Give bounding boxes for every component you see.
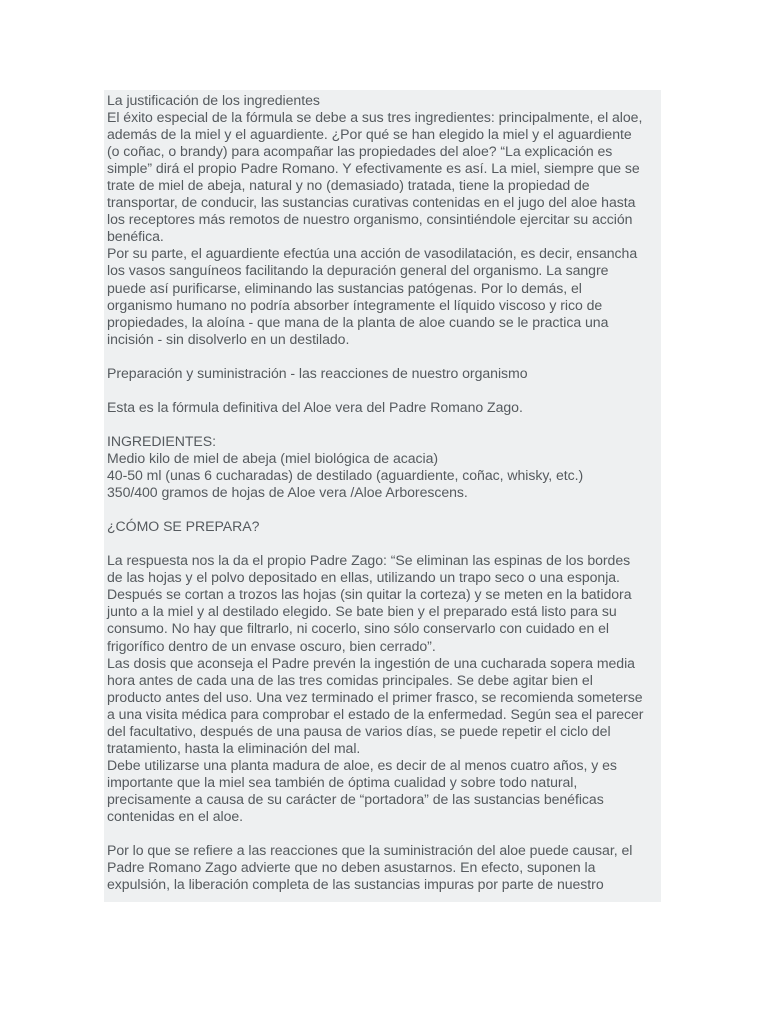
text-line: Por lo que se refiere a las reacciones que la suministración del aloe puede causar, el: [107, 842, 633, 859]
ingredients-list: [107, 450, 661, 501]
paragraph-plant-maturity: [107, 757, 661, 825]
ingredient-item: Medio kilo de miel de abeja (miel biológica de acacia): [107, 449, 439, 466]
text-line: producto antes del uso. Una vez terminado el primer frasco, se recomienda someterse: [107, 688, 643, 705]
blank-line: [107, 348, 661, 365]
text-line: contenidas en el aloe.: [107, 807, 244, 824]
paragraph-aguardiente-action: [107, 245, 661, 347]
text-line: frigorífico dentro de un envase oscuro, bien cerrado”.: [107, 637, 436, 654]
text-line: los receptores más remotos de nuestro organismo, consintiéndole ejercitar su acción: [107, 211, 633, 228]
text-line: tratamiento, hasta la eliminación del mal.: [107, 739, 361, 756]
text-line: Las dosis que aconseja el Padre prevén la ingestión de una cucharada sopera media: [107, 654, 635, 671]
text-line: (o coñac, o brandy) para acompañar las propiedades del aloe? “La explicación es: [107, 143, 613, 160]
text-line: hora antes de cada una de las tres comidas principales. Se debe agitar bien el: [107, 671, 593, 688]
ingredient-item: 350/400 gramos de hojas de Aloe vera /Aloe Arborescens.: [107, 484, 468, 501]
text-line: además de la miel y el aguardiente. ¿Por qué se han elegido la miel y el aguardiente: [107, 126, 632, 143]
text-line: Padre Romano Zago advierte que no deben asustarnos. En efecto, suponen la: [107, 859, 596, 876]
text-line: propiedades, la aloína - que mana de la planta de aloe cuando se le practica una: [107, 313, 609, 330]
document-content: [104, 90, 661, 893]
paragraph-preparation-quote: [107, 552, 661, 654]
text-line: organismo humano no podría absorber íntegramente el líquido viscoso y rico de: [107, 296, 603, 313]
text-line: los vasos sanguíneos facilitando la depuración general del organismo. La sangre: [107, 262, 609, 279]
text-line: Por su parte, el aguardiente efectúa una acción de vasodilatación, es decir, ensancha: [107, 245, 638, 262]
blank-line: [107, 416, 661, 433]
text-line: de las hojas y el polvo depositado en ellas, utilizando un trapo seco o una esponja.: [107, 569, 620, 586]
formula-intro: Esta es la fórmula definitiva del Aloe vera del Padre Romano Zago.: [107, 398, 523, 415]
text-line: El éxito especial de la fórmula se debe a sus tres ingredientes: principalmente, el aloe,: [107, 109, 643, 126]
text-line: a una visita médica para comprobar el estado de la enfermedad. Según sea el parecer: [107, 705, 644, 722]
text-line: precisamente a causa de su carácter de “portadora” de las sustancias benéficas: [107, 790, 604, 807]
text-line: benéfica.: [107, 228, 164, 245]
blank-line: [107, 382, 661, 399]
text-line: trate de miel de abeja, natural y no (demasiado) tratada, tiene la propiedad de: [107, 177, 590, 194]
text-line: Debe utilizarse una planta madura de aloe, es decir de al menos cuatro años, y es: [107, 756, 617, 773]
ingredients-heading: INGREDIENTES:: [107, 432, 216, 449]
blank-line: [107, 825, 661, 842]
text-line: consumo. No hay que filtrarlo, ni cocerlo, sino sólo conservarlo con cuidado en el: [107, 620, 609, 637]
text-line: Después se cortan a trozos las hojas (sin quitar la corteza) y se meten en la batidora: [107, 586, 632, 603]
blank-line: [107, 501, 661, 518]
text-line: La respuesta nos la da el propio Padre Zago: “Se eliminan las espinas de los bordes: [107, 552, 631, 569]
text-line: importante que la miel sea también de óptima cualidad y sobre todo natural,: [107, 773, 578, 790]
section-heading-preparation: Preparación y suministración - las reacciones de nuestro organismo: [107, 364, 528, 381]
text-line: transportar, de conducir, las sustancias curativas contenidas en el jugo del aloe hasta: [107, 194, 636, 211]
section-heading-ingredient-justification: La justificación de los ingredientes: [107, 92, 320, 108]
text-line: junto a la miel y al destilado elegido. Se bate bien y el preparado está listo para su: [107, 603, 617, 620]
paragraph-dosage: [107, 655, 661, 757]
blank-line: [107, 535, 661, 552]
paragraph-ingredients-explanation: [107, 109, 661, 245]
text-line: del facultativo, después de una pausa de varios días, se puede repetir el ciclo del: [107, 722, 611, 739]
how-to-prepare-heading: ¿CÓMO SE PREPARA?: [107, 518, 260, 535]
paragraph-reactions: [107, 842, 661, 893]
text-line: simple” dirá el propio Padre Romano. Y efectivamente es así. La miel, siempre que se: [107, 160, 640, 177]
ingredient-item: 40-50 ml (unas 6 cucharadas) de destilado (aguardiente, coñac, whisky, etc.): [107, 467, 584, 484]
text-line: puede así purificarse, eliminando las sustancias patógenas. Por lo demás, el: [107, 279, 582, 296]
text-line: incisión - sin disolverlo en un destilado.: [107, 330, 350, 347]
text-line: expulsión, la liberación completa de las sustancias impuras por parte de nuestro: [107, 876, 604, 893]
document-text-block: [104, 90, 661, 902]
